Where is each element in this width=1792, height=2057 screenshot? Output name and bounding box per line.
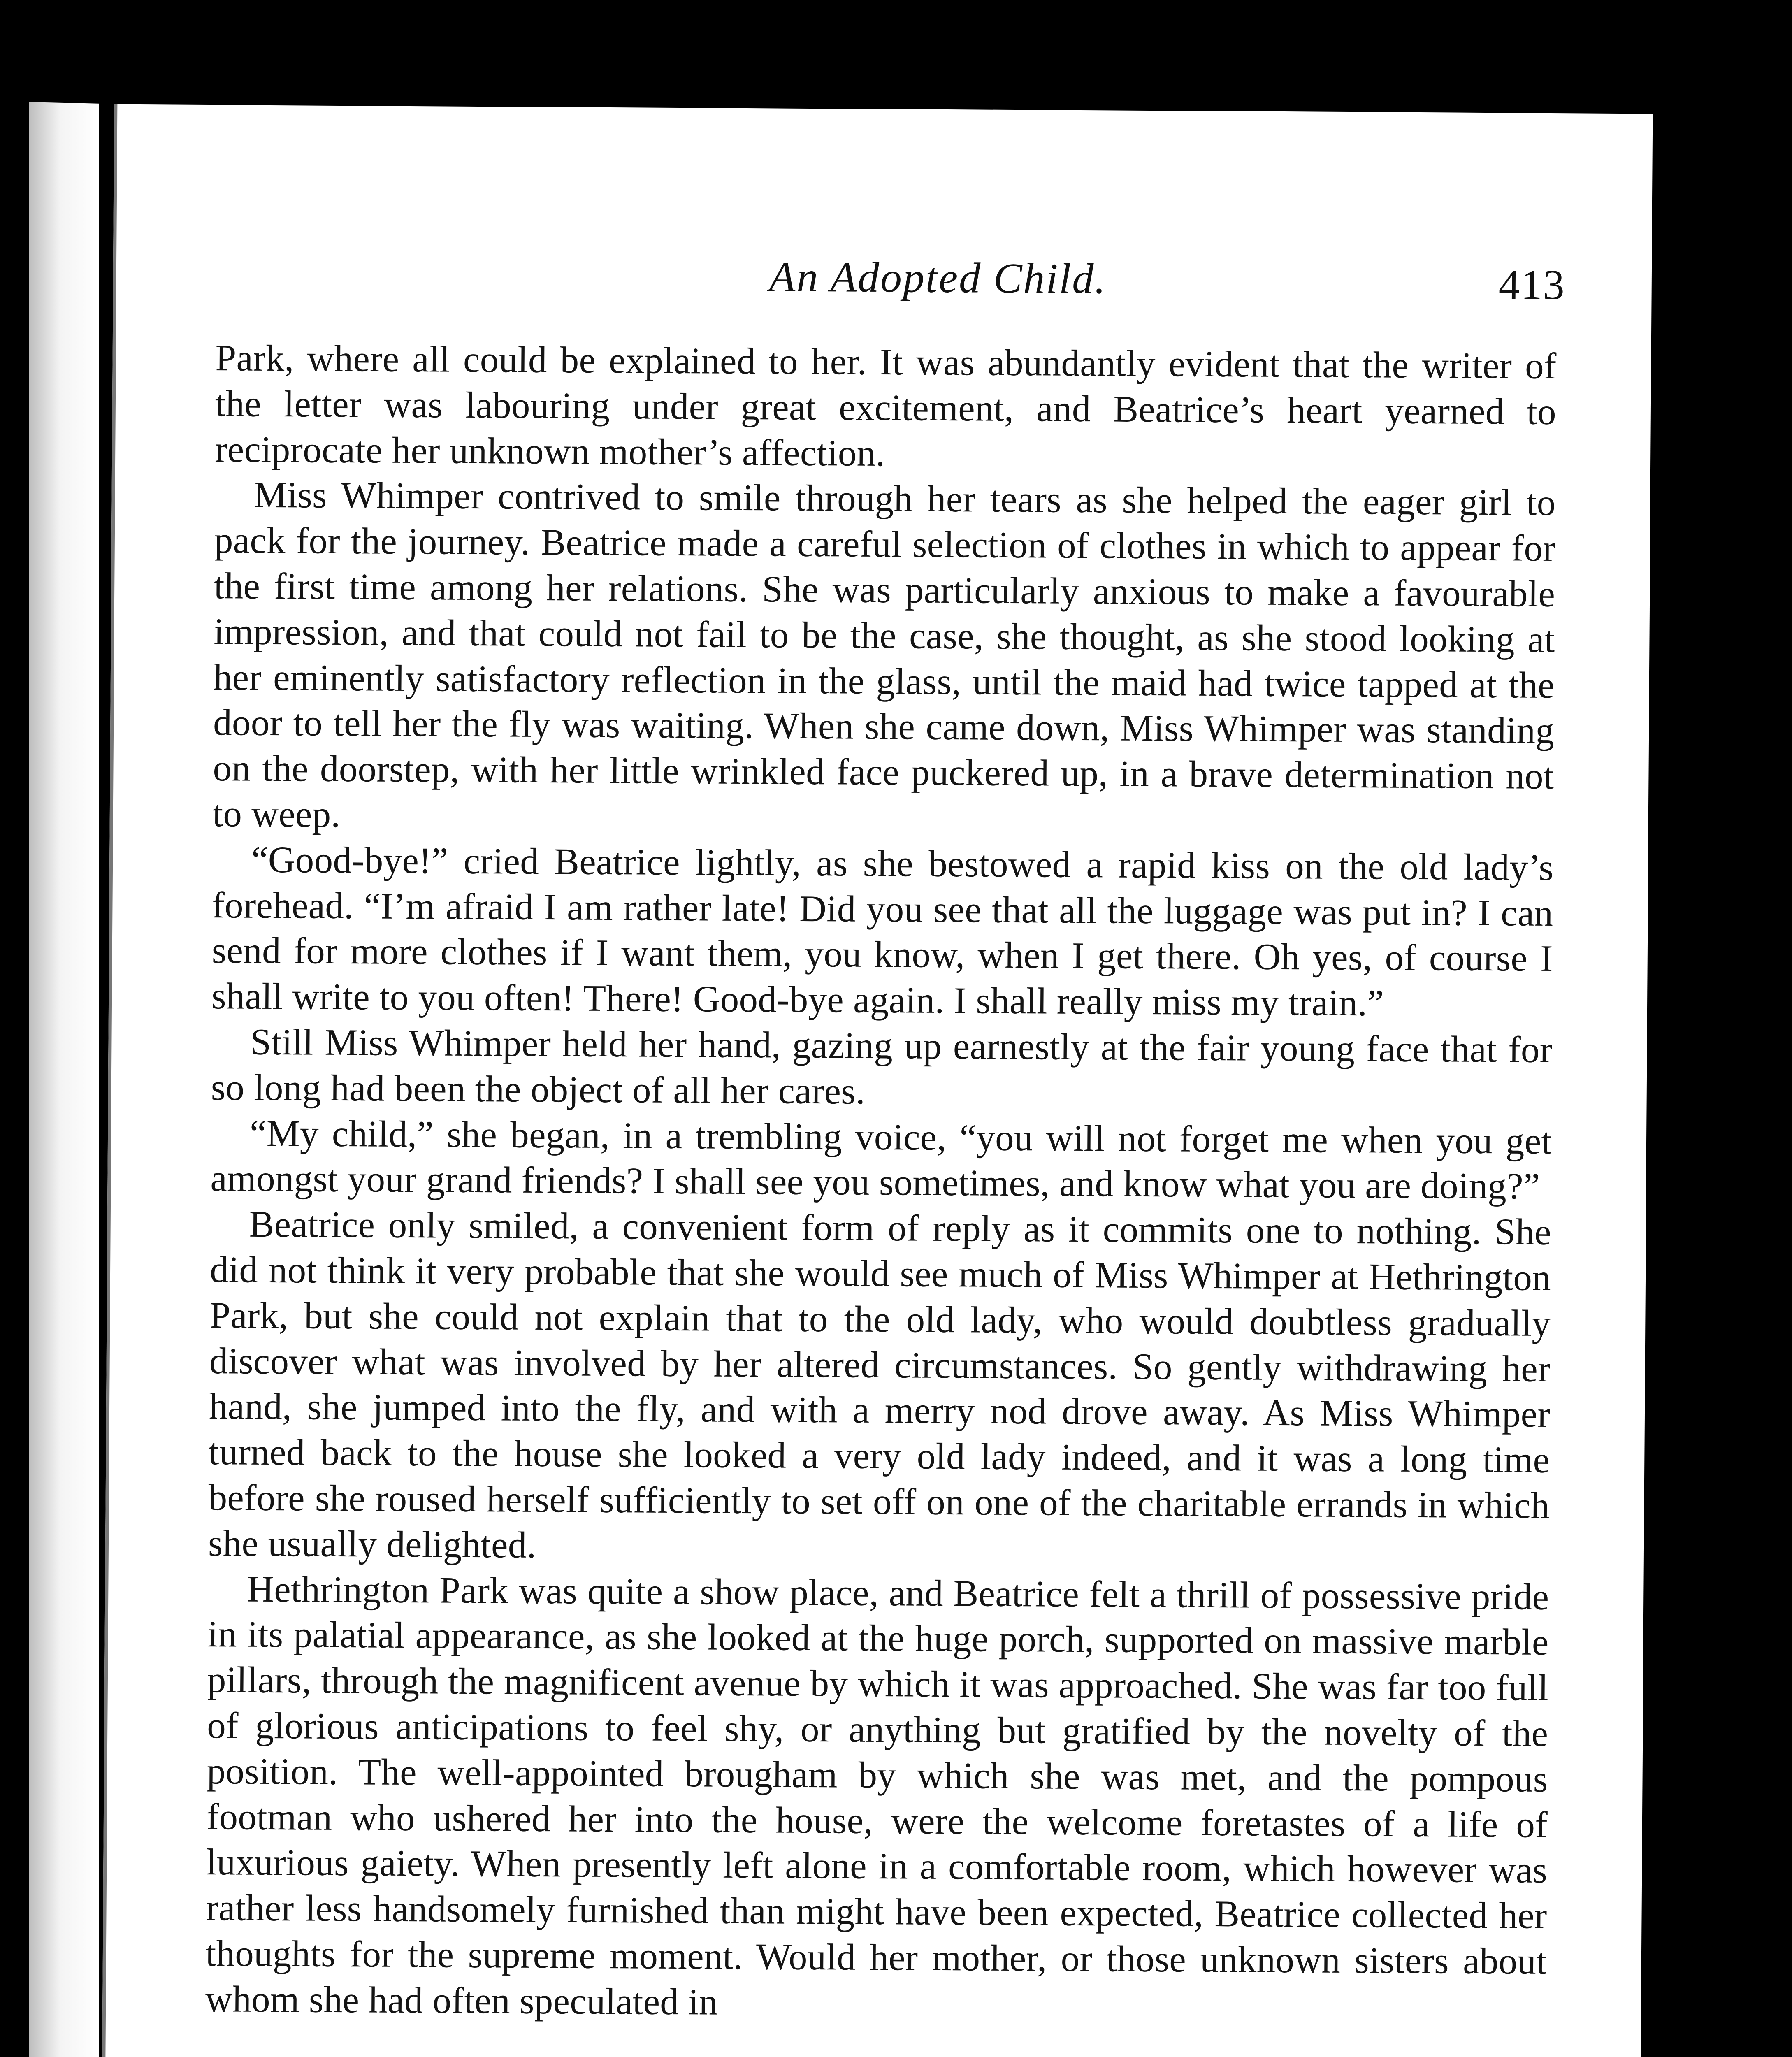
paragraph: “My child,” she began, in a trembling voice, “you will not forget me when you get amongst your grand friends? I shall see you sometimes, and know what you are doing?” [210,1112,1552,1207]
body-text [205,335,1557,2030]
page-number: 413 [1498,261,1566,309]
paragraph: Miss Whimper contrived to smile through her tears as she helped the eager girl to pack for the journey. Beatrice made a careful selection of clothes in which to appear for the first time among her relations. She was particularly anxious to make a favourable impression, and that could not fail to be the case, she thought, as she stood looking at her eminently satisfactory reflection in the glass, until the maid had twice tapped at the door to tell her the fly was waiting. When she came down, Miss Whimper was standing on the doorstep, with her little wrinkled face puckered up, in a brave determination not to weep. [212,474,1556,835]
paragraph: Beatrice only smiled, a convenient form of reply as it commits one to nothing. She did not think it very probable that she would see much of Miss Whimper at Hethrington Park, but she could not explain that to the old lady, who would doubtless gradually discover what was involved by her altered circumstances. So gently withdrawing her hand, she jumped into the fly, and with a merry nod drove away. As Miss Whimper turned back to the house she looked a very old lady indeed, and it was a long time before she roused herself sufficiently to set off on one of the charitable errands in which she usually delighted. [208,1203,1551,1566]
running-title: An Adopted Child. [769,253,1107,303]
paragraph: “Good-bye!” cried Beatrice lightly, as she bestowed a rapid kiss on the old lady’s forehead. “I’m afraid I am rather late! Did you see that all the luggage was put in? I can send for more clothes if I want them, you know, when I get there. Oh yes, of course I shall write to you often! There! Good-bye again. I shall really miss my train.” [211,838,1554,1024]
paragraph: Still Miss Whimper held her hand, gazing up earnestly at the fair young face that for so long had been the object of all her cares. [211,1021,1553,1112]
book-page [98,104,1653,2057]
left-page-edge [29,102,99,2057]
paragraph: Hethrington Park was quite a show place, and Beatrice felt a thrill of possessive pride in its palatial appearance, as she looked at the huge porch, supported on massive marble pillars, through the magnificent avenue by which it was approached. She was far too full of glorious anticipations to feel shy, or anything but gratified by the novelty of the position. The well-appointed brougham by which she was met, and the pompous footman who ushered her into the house, were the welcome foretastes of a life of luxurious gaiety. When presently left alone in a comfortable room, which however was rather less handsomely furnished than might have been expected, Beatrice collected her thoughts for the supreme moment. Would her mother, or those unknown sisters about whom she had often speculated in [205,1568,1549,2023]
page-header [253,249,1565,323]
paragraph: Park, where all could be explained to her. It was abundantly evident that the writer of the letter was labouring under great excitement, and Beatrice’s heart yearned to reciprocate her unknown mother’s affection. [214,337,1557,474]
